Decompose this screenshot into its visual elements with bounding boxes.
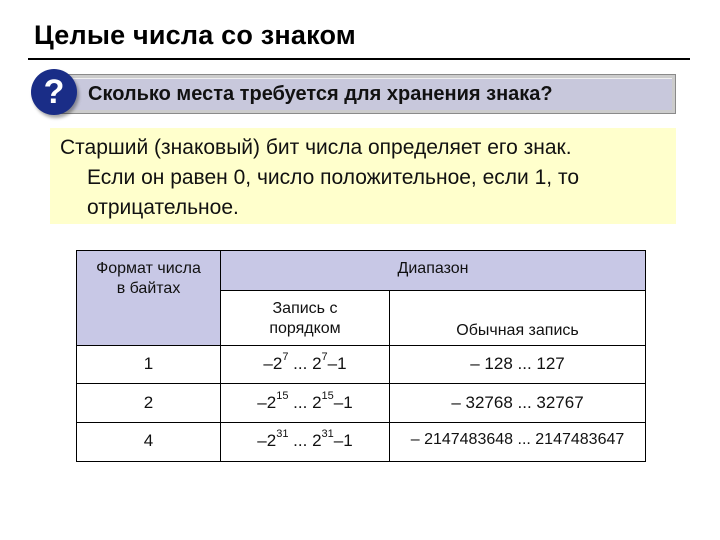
page-title: Целые числа со знаком xyxy=(34,20,356,50)
header-power-line-1: Запись с xyxy=(272,300,338,317)
row-2-normal: – 32768 ... 32767 xyxy=(451,393,584,412)
row-3-bytes: 4 xyxy=(143,431,154,450)
row-1-bytes: 1 xyxy=(143,354,154,373)
row-3-normal: – 2147483648 ... 2147483647 xyxy=(410,431,625,448)
row-2-power-mid: ... 2 xyxy=(288,393,322,412)
title-divider xyxy=(28,58,690,60)
header-format-line-2: в байтах xyxy=(116,280,181,297)
row-1-power-neg: –2 xyxy=(263,354,283,373)
question-mark-glyph: ? xyxy=(43,73,65,111)
row-divider-1 xyxy=(76,383,646,384)
row-2-bytes: 2 xyxy=(143,393,154,412)
row-1-power-mid: ... 2 xyxy=(288,354,322,373)
header-divider-range xyxy=(220,290,646,291)
header-bottom-rule xyxy=(76,345,646,346)
row-3-power-pos-exp: 31 xyxy=(321,428,334,440)
row-2-power xyxy=(221,390,389,413)
row-2-power-neg: –2 xyxy=(257,393,277,412)
row-divider-2 xyxy=(76,422,646,423)
row-2-power-tail: –1 xyxy=(333,393,353,412)
row-2-power-pos-exp: 15 xyxy=(321,390,334,402)
row-1-power-tail: –1 xyxy=(327,354,347,373)
row-1-normal: – 128 ... 127 xyxy=(470,354,565,373)
header-format-line-1: Формат числа xyxy=(96,260,201,277)
header-power xyxy=(221,299,389,339)
note-line-3: отрицательное. xyxy=(87,196,239,219)
row-3-power-tail: –1 xyxy=(333,431,353,450)
row-1-power-pos-exp: 7 xyxy=(321,351,328,363)
header-format xyxy=(77,259,220,299)
question-mark-icon xyxy=(31,69,77,115)
note-line-2: Если он равен 0, число положительное, если 1, то xyxy=(87,166,580,189)
row-3-power-mid: ... 2 xyxy=(288,431,322,450)
row-1-power xyxy=(221,351,389,374)
header-range: Диапазон xyxy=(397,260,469,277)
question-text: Сколько места требуется для хранения знака? xyxy=(88,83,553,105)
header-power-line-2: порядком xyxy=(269,320,341,337)
row-1-power-neg-exp: 7 xyxy=(282,351,289,363)
row-2-power-neg-exp: 15 xyxy=(276,390,289,402)
row-3-power-neg-exp: 31 xyxy=(276,428,289,440)
header-normal: Обычная запись xyxy=(456,322,579,339)
note-line-1: Старший (знаковый) бит числа определяет его знак. xyxy=(60,136,572,159)
row-3-power-neg: –2 xyxy=(257,431,277,450)
row-3-power xyxy=(221,428,389,451)
